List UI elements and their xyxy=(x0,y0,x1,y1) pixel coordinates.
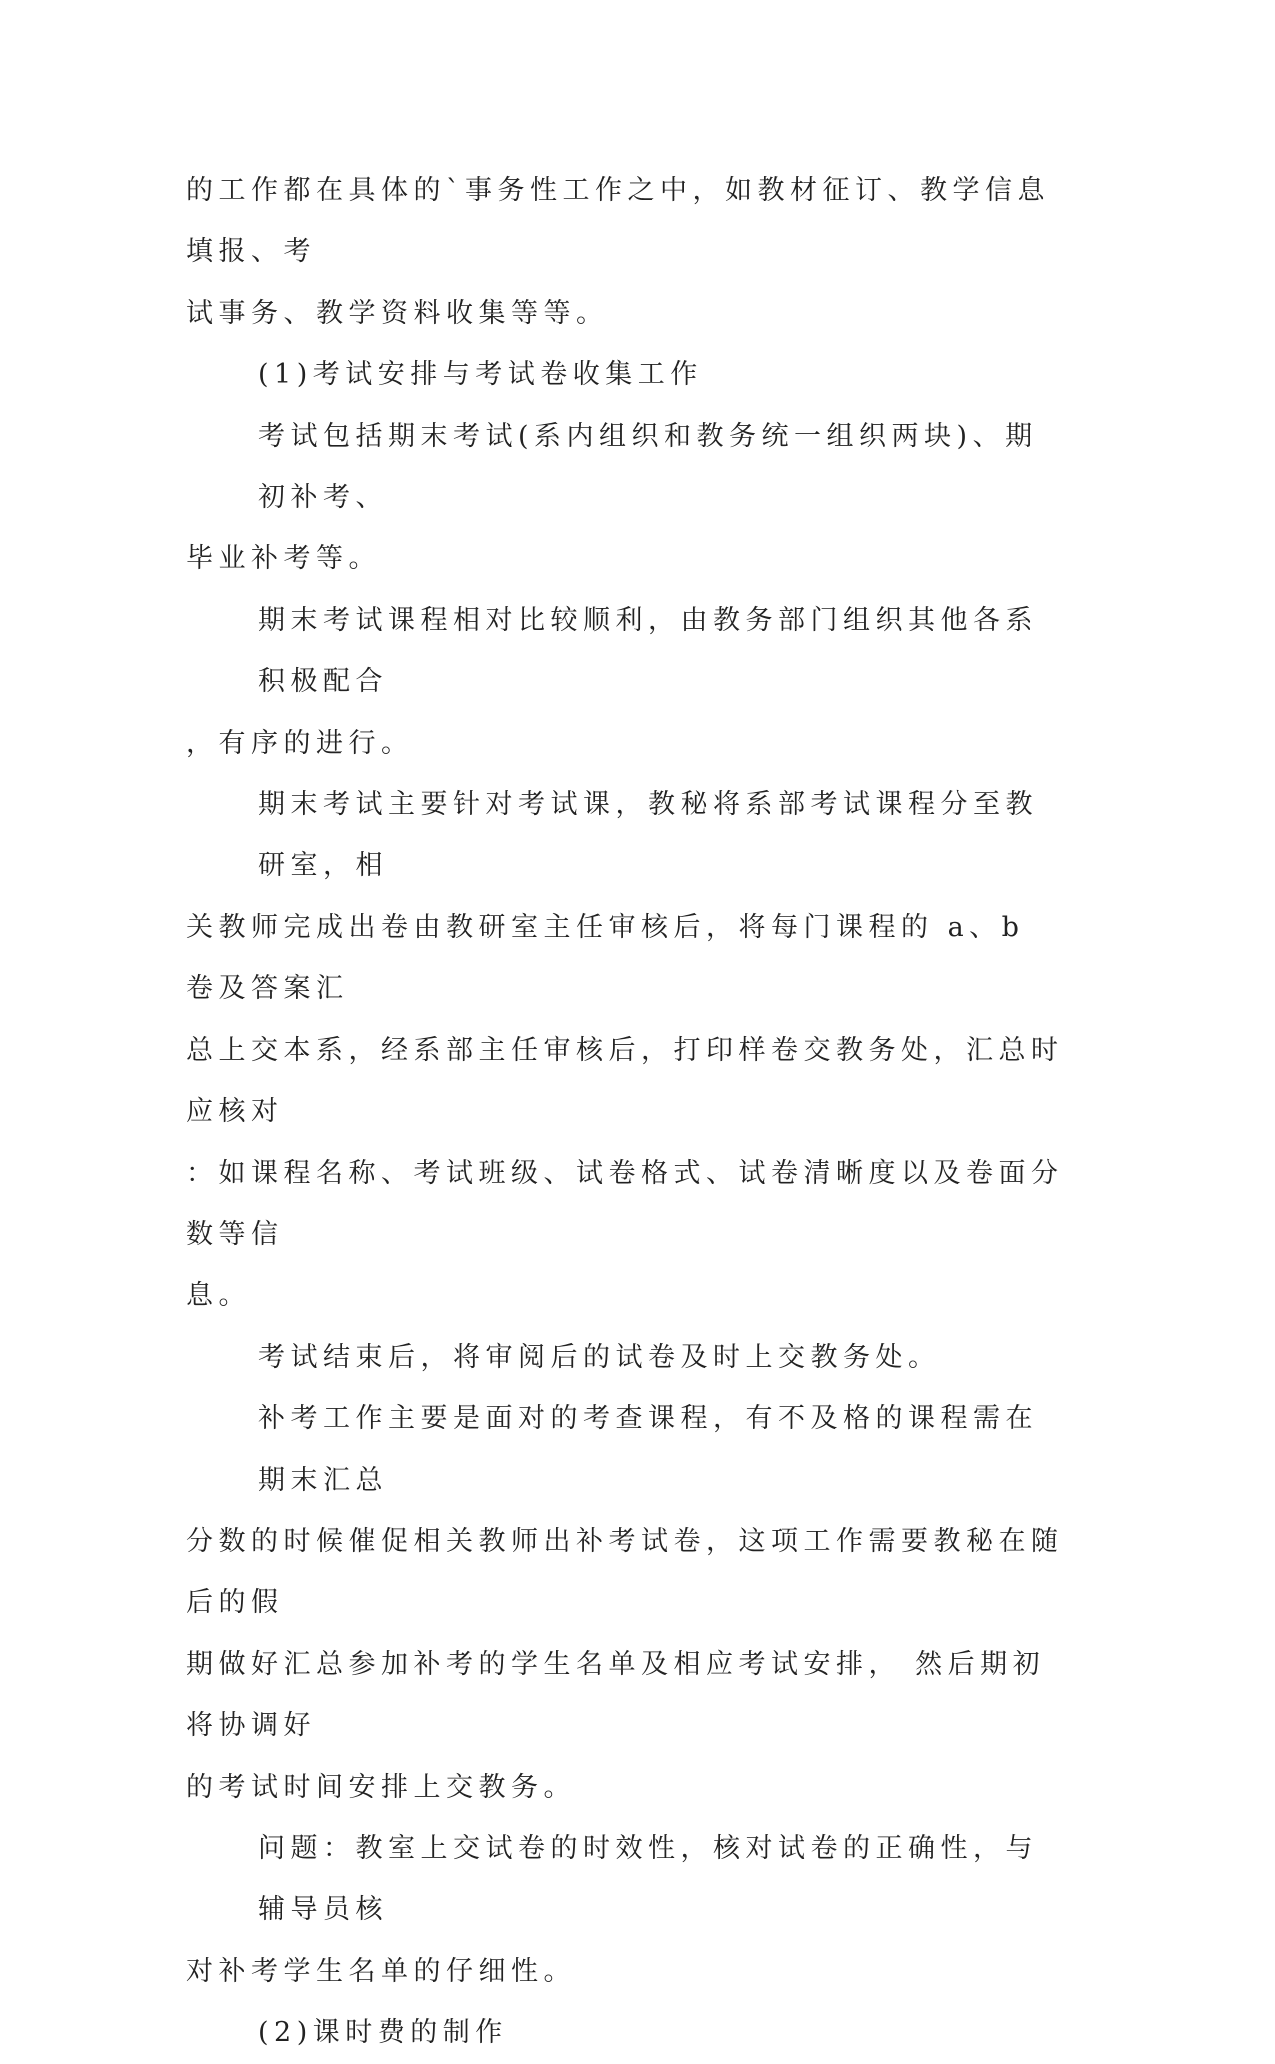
text-line: 试事务、教学资料收集等等。 xyxy=(186,297,609,329)
text-line: 期末考试主要针对考试课，教秘将系部考试课程分至教研室，相 xyxy=(258,789,1038,882)
text-line: 分数的时候催促相关教师出补考试卷，这项工作需要教秘在随后的假 xyxy=(186,1525,1064,1619)
text-line: 的工作都在具体的`事务性工作之中，如教材征订、教学信息填报、考 xyxy=(186,175,1050,268)
text-line: 期末考试课程相对比较顺利，由教务部门组织其他各系积极配合 xyxy=(258,604,1038,698)
text-line: 考试包括期末考试(系内组织和教务统一组织两块)、期初补考、 xyxy=(258,420,1038,514)
text-line: 补考工作主要是面对的考查课程，有不及格的课程需在期末汇总 xyxy=(258,1403,1038,1496)
text-line: 期做好汇总参加补考的学生名单及相应考试安排， 然后期初将协调好 xyxy=(186,1648,1046,1742)
text-line: ：如课程名称、考试班级、试卷格式、试卷清晰度以及卷面分数等信 xyxy=(186,1157,1064,1250)
text-line: 息。 xyxy=(186,1280,251,1312)
section-heading: (2)课时费的制作 xyxy=(258,2017,508,2049)
text-line: 考试结束后，将审阅后的试卷及时上交教务处。 xyxy=(258,1341,941,1373)
text-line: ，有序的进行。 xyxy=(186,727,414,759)
text-line: 问题：教室上交试卷的时效性，核对试卷的正确性，与辅导员核 xyxy=(258,1832,1038,1926)
section-heading: (1)考试安排与考试卷收集工作 xyxy=(258,359,703,391)
text-line: 对补考学生名单的仔细性。 xyxy=(186,1955,576,1987)
text-line: 的考试时间安排上交教务。 xyxy=(186,1771,576,1803)
document-body xyxy=(186,160,1066,2064)
text-line: 毕业补考等。 xyxy=(186,543,381,575)
text-line: 总上交本系，经系部主任审核后，打印样卷交教务处，汇总时应核对 xyxy=(186,1034,1064,1128)
text-line: 关教师完成出卷由教研室主任审核后，将每门课程的 a、b 卷及答案汇 xyxy=(186,911,1025,1005)
